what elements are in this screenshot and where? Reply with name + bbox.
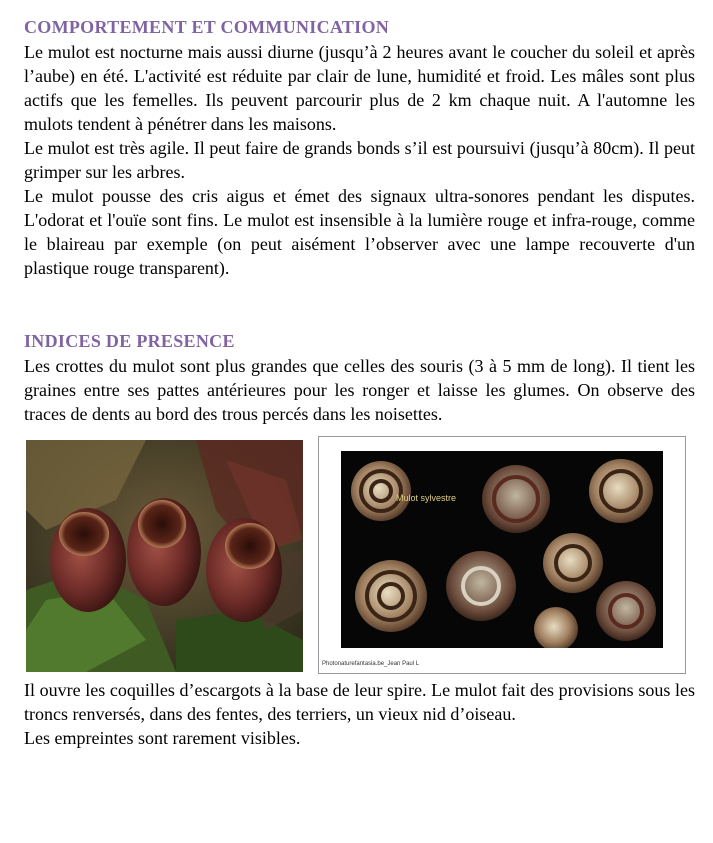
paragraph: Le mulot pousse des cris aigus et émet des signaux ultra-sonores pendant les disputes. L'odorat et l'ouïe sont fins. Le mulot est insensible à la lumière rouge et infra-rouge, comme le blaireau par exemple (on peut aisément l’observer avec une lampe recouverte d'un plastique rouge transparent).: [24, 186, 695, 278]
paragraph: Le mulot est nocturne mais aussi diurne (jusqu’à 2 heures avant le coucher du soleil et après l’aube) en été. L'activité est réduite par clair de lune, humidité et froid. Les mâles sont plus actifs que les femelles. Ils peuvent parcourir plus de 2 km chaque nuit. A l'automne les mulots tendent à pénétrer dans les maisons.: [24, 42, 695, 134]
snails-photo-label: Mulot sylvestre: [396, 493, 457, 503]
snail-shells-photo: [341, 451, 663, 648]
hazelnuts-photo: [26, 440, 303, 672]
section-title-behaviour: COMPORTEMENT ET COMMUNICATION: [24, 17, 390, 37]
paragraph: Il ouvre les coquilles d’escargots à la base de leur spire. Le mulot fait des provisions sous les troncs renversés, dans des fentes, des terriers, un vieux nid d’oiseau.: [24, 680, 695, 724]
paragraph: Le mulot est très agile. Il peut faire de grands bonds s’il est poursuivi (jusqu’à 80cm). Il peut grimper sur les arbres.: [24, 138, 695, 182]
image-row: [24, 440, 695, 678]
document-page: [24, 14, 695, 750]
snail-shells-photo-frame: [318, 436, 686, 674]
paragraph: Les empreintes sont rarement visibles.: [24, 728, 301, 748]
paragraph: Les crottes du mulot sont plus grandes que celles des souris (3 à 5 mm de long). Il tient les graines entre ses pattes antérieures pour les ronger et laisse les glumes. On observe des traces de dents au bord des trous percés dans les noisettes.: [24, 356, 695, 424]
photo-credit: Photonaturefantasia.be_Jean Paul L: [322, 661, 420, 667]
section-title-signs: INDICES DE PRESENCE: [24, 331, 235, 351]
